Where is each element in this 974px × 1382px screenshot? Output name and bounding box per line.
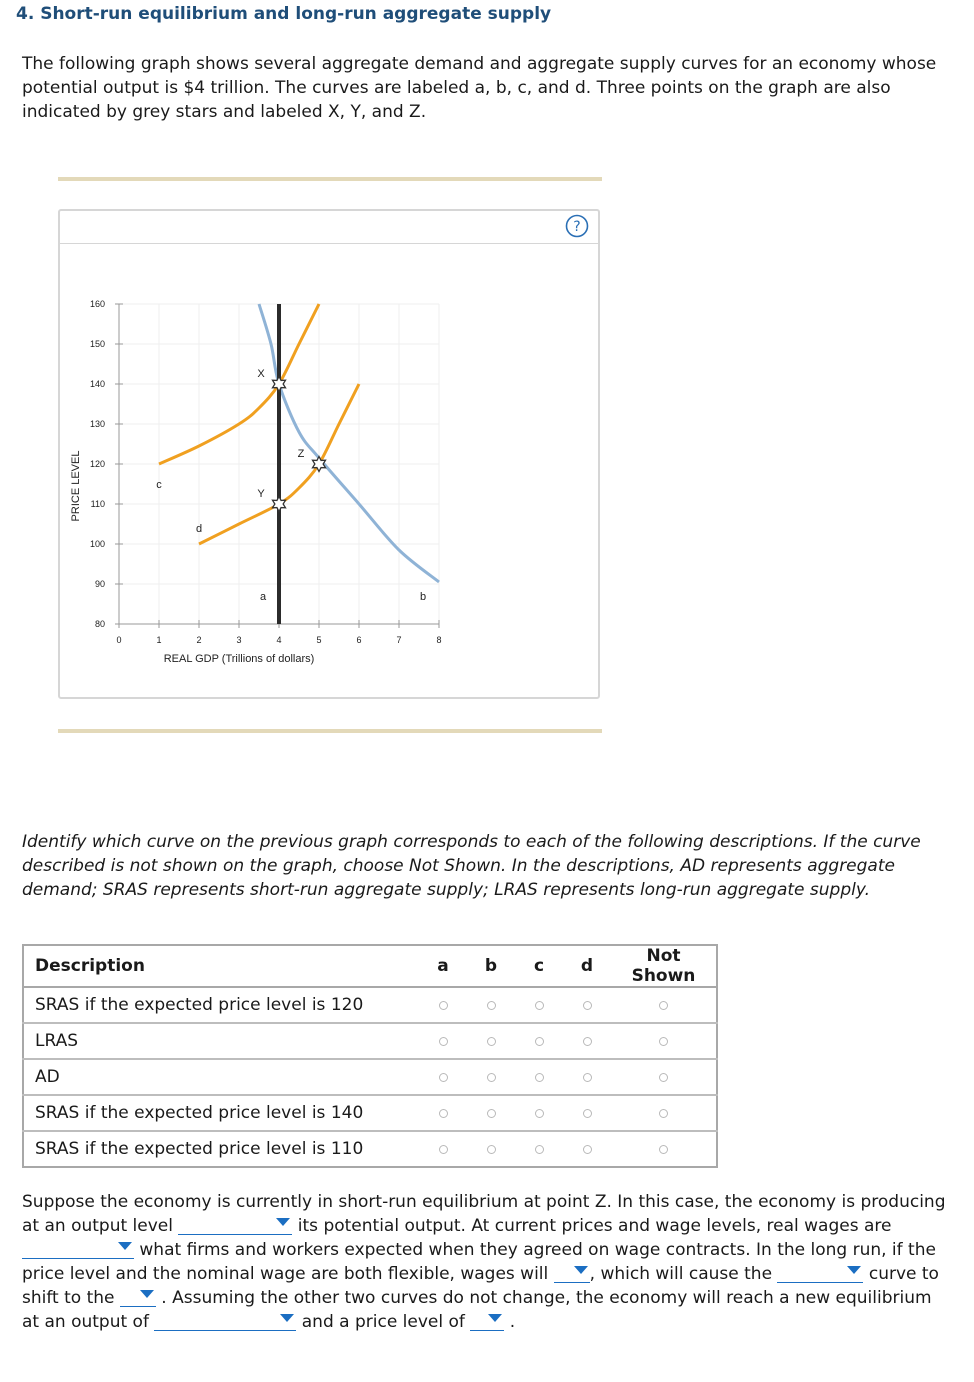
real-wages-dropdown[interactable]: [22, 1240, 134, 1259]
y-tick-label: 110: [90, 499, 105, 509]
header-b: b: [467, 945, 515, 987]
para-text-4: , which will cause the: [589, 1264, 773, 1284]
x-axis-label: REAL GDP (Trillions of dollars): [163, 653, 315, 665]
curve-dropdown[interactable]: [777, 1264, 863, 1283]
curve-label-a: a: [259, 591, 267, 603]
radio-d[interactable]: [583, 1001, 592, 1010]
table-row: [23, 1131, 717, 1167]
curve-label-b: b: [419, 591, 427, 603]
radio-c[interactable]: [535, 1145, 544, 1154]
radio-d[interactable]: [583, 1145, 592, 1154]
equilibrium-paragraph: [22, 1190, 947, 1334]
radio-a[interactable]: [439, 1037, 448, 1046]
y-tick-label: 100: [89, 539, 105, 549]
chevron-down-icon: [118, 1242, 132, 1250]
row-description: SRAS if the expected price level is 110: [23, 1131, 419, 1167]
radio-b[interactable]: [487, 1037, 496, 1046]
chevron-down-icon: [488, 1314, 502, 1322]
radio-d[interactable]: [583, 1037, 592, 1046]
x-tick-label: 5: [316, 635, 322, 645]
radio-d[interactable]: [583, 1109, 592, 1118]
bottom-divider: [58, 729, 602, 733]
curve-b-ad: [259, 304, 439, 582]
radio-c[interactable]: [535, 1109, 544, 1118]
header-d: d: [563, 945, 611, 987]
radio-a[interactable]: [439, 1109, 448, 1118]
radio-b[interactable]: [487, 1001, 496, 1010]
header-c: c: [515, 945, 563, 987]
question-intro: The following graph shows several aggregate demand and aggregate supply curves for an economy whose potential output is $4 trillion. The curves are labeled a, b, c, and d. Three points on the graph are also indicated by grey stars and labeled X, Y, and Z.: [22, 54, 937, 122]
radio-b[interactable]: [487, 1073, 496, 1082]
radio-d[interactable]: [583, 1073, 592, 1082]
radio-c[interactable]: [535, 1001, 544, 1010]
para-text-8: .: [509, 1312, 516, 1332]
wages-direction-dropdown[interactable]: [554, 1264, 590, 1283]
header-a: a: [419, 945, 467, 987]
x-tick-label: 2: [196, 635, 202, 645]
point-label-y: Y: [257, 488, 265, 500]
radio-b[interactable]: [487, 1145, 496, 1154]
point-label-z: Z: [297, 448, 305, 460]
chevron-down-icon: [276, 1218, 290, 1226]
radio-not-shown[interactable]: [659, 1037, 668, 1046]
radio-not-shown[interactable]: [659, 1073, 668, 1082]
radio-a[interactable]: [439, 1073, 448, 1082]
para-text-3: what firms and workers expected when they agreed on wage contracts. In the long run, if the price level and the nominal wage are both flexible, wages will: [22, 1240, 936, 1284]
x-tick-label: 3: [236, 635, 242, 645]
output-level-dropdown[interactable]: [178, 1216, 292, 1235]
table-header-row: [23, 945, 717, 987]
y-tick-label: 160: [89, 299, 105, 309]
x-tick-label: 1: [156, 635, 162, 645]
header-description: Description: [23, 945, 419, 987]
y-tick-label: 80: [94, 619, 105, 629]
y-tick-label: 90: [94, 579, 105, 589]
table-instructions: Identify which curve on the previous graph corresponds to each of the following descriptions. If the curve described is not shown on the graph, choose Not Shown. In the descriptions, AD represents aggregate demand; SRAS represents short-run aggregate supply; LRAS represents long-run aggregate supply.: [22, 832, 921, 900]
para-text-2: its potential output. At current prices and wage levels, real wages are: [297, 1216, 892, 1236]
radio-a[interactable]: [439, 1145, 448, 1154]
chevron-down-icon: [140, 1290, 154, 1298]
table-row: [23, 1059, 717, 1095]
point-label-x: X: [257, 368, 265, 380]
table-row: [23, 1023, 717, 1059]
price-level-dropdown[interactable]: [470, 1312, 504, 1331]
para-text-7: and a price level of: [301, 1312, 465, 1332]
x-tick-label: 0: [116, 635, 122, 645]
para-text-1: Suppose the economy is currently in short-run equilibrium at point Z. In this case, the economy is producing at an output level: [22, 1192, 946, 1236]
radio-c[interactable]: [535, 1073, 544, 1082]
y-tick-label: 140: [89, 379, 105, 389]
para-text-5: curve to shift to the: [22, 1264, 939, 1308]
x-tick-label: 7: [396, 635, 402, 645]
curve-label-d: d: [195, 523, 203, 535]
table-row: [23, 1095, 717, 1131]
radio-b[interactable]: [487, 1109, 496, 1118]
row-description: SRAS if the expected price level is 140: [23, 1095, 419, 1131]
y-axis-label: PRICE LEVEL: [70, 450, 82, 522]
radio-c[interactable]: [535, 1037, 544, 1046]
y-tick-label: 120: [89, 459, 105, 469]
shift-direction-dropdown[interactable]: [120, 1288, 156, 1307]
row-description: AD: [23, 1059, 419, 1095]
x-tick-label: 8: [436, 635, 442, 645]
para-text-6: . Assuming the other two curves do not change, the economy will reach a new equilibrium at an output of: [22, 1288, 932, 1332]
x-tick-label: 4: [276, 635, 282, 645]
new-output-dropdown[interactable]: [154, 1312, 296, 1331]
row-description: SRAS if the expected price level is 120: [35, 995, 364, 1015]
chevron-down-icon: [847, 1266, 861, 1274]
y-tick-label: 150: [89, 339, 105, 349]
star-point-y: [273, 497, 286, 512]
x-tick-label: 6: [356, 635, 362, 645]
help-label: ?: [573, 219, 581, 235]
row-description: LRAS: [23, 1023, 419, 1059]
header-not-shown: Not Shown: [611, 945, 717, 987]
curve-identification-table: [22, 944, 718, 1168]
curve-label-c: c: [156, 479, 162, 491]
radio-not-shown[interactable]: [659, 1145, 668, 1154]
chevron-down-icon: [280, 1314, 294, 1322]
chevron-down-icon: [574, 1266, 588, 1274]
radio-not-shown[interactable]: [659, 1001, 668, 1010]
table-row: [23, 987, 717, 1023]
radio-not-shown[interactable]: [659, 1109, 668, 1118]
radio-a[interactable]: [439, 1001, 448, 1010]
y-tick-label: 130: [89, 419, 105, 429]
question-title: 4. Short-run equilibrium and long-run aggregate supply: [16, 4, 552, 24]
